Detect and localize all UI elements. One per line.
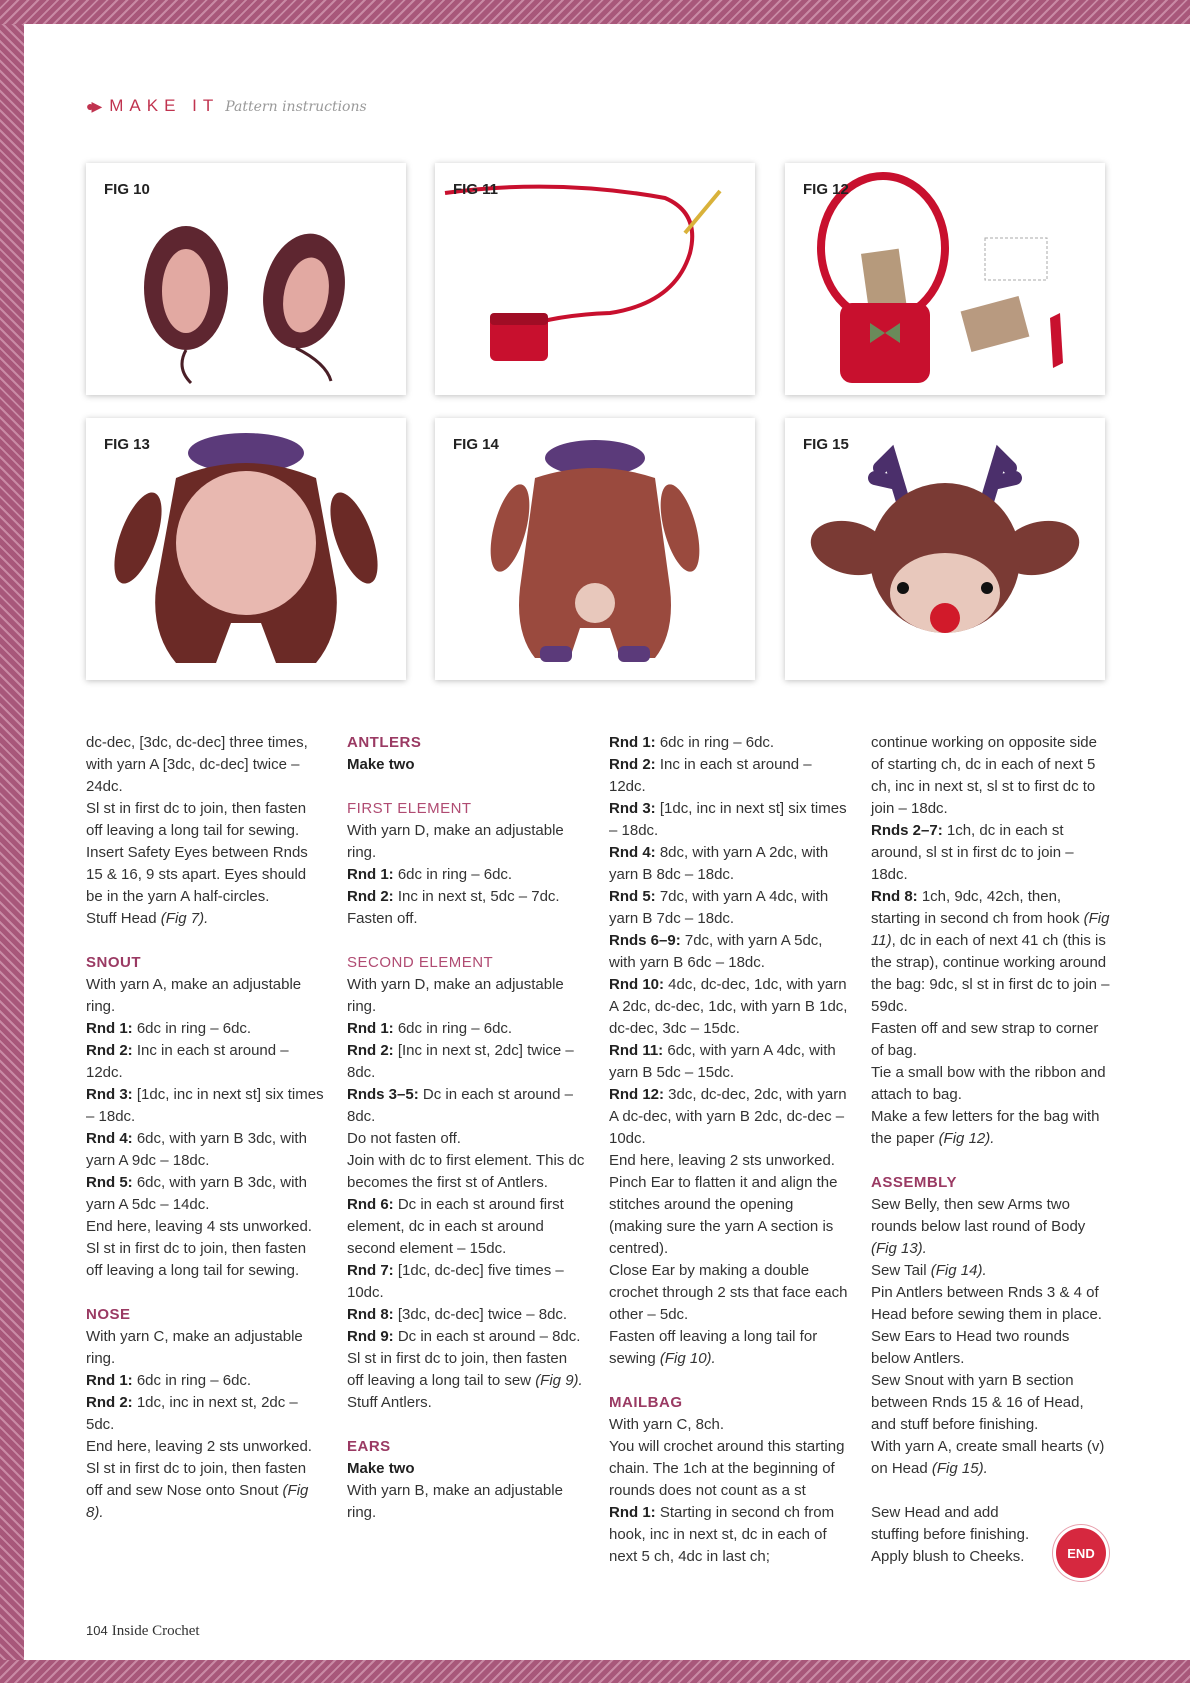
paragraph: Join with dc to first element. This dc becomes the first st of Antlers. bbox=[347, 1152, 585, 1191]
text-column-2 bbox=[347, 732, 587, 1524]
round-line bbox=[347, 1194, 587, 1260]
round-line bbox=[609, 974, 849, 1040]
round-line bbox=[86, 1128, 326, 1172]
round-line bbox=[86, 1018, 326, 1040]
round-text: Dc in each st around first element, dc in each st around second element – 15dc. bbox=[347, 1196, 564, 1257]
round-text: 6dc in ring – 6dc. bbox=[132, 1020, 252, 1037]
make-two-label bbox=[347, 1458, 587, 1480]
round-text: [1dc, inc in next st] six times – 18dc. bbox=[609, 800, 847, 839]
round-label: Rnd 1: bbox=[347, 866, 394, 883]
text-column-4 bbox=[871, 732, 1111, 1568]
round-text: Dc in each st around – 8dc. bbox=[347, 1086, 573, 1125]
text: With yarn A, create small hearts (v) on Head bbox=[871, 1438, 1105, 1477]
figure-ref: (Fig 10). bbox=[659, 1350, 716, 1367]
round-text: 6dc, with yarn A 4dc, with yarn B 5dc – 15dc. bbox=[609, 1042, 836, 1081]
back-image bbox=[435, 418, 755, 680]
round-label: Rnd 2: bbox=[86, 1042, 133, 1059]
round-line bbox=[609, 754, 849, 798]
paragraph: With yarn D, make an adjustable ring. bbox=[347, 822, 564, 861]
round-text: Inc in each st around – 12dc. bbox=[86, 1042, 289, 1081]
round-line bbox=[871, 820, 1111, 886]
paragraph: Pin Antlers between Rnds 3 & 4 of Head before sewing them in place. bbox=[871, 1284, 1102, 1323]
make-two-text: Make two bbox=[347, 756, 415, 773]
round-label: Rnd 2: bbox=[609, 756, 656, 773]
figure-ref: (Fig 14). bbox=[930, 1262, 987, 1279]
paragraph: With yarn C, 8ch. bbox=[609, 1416, 725, 1433]
figure-15 bbox=[785, 418, 1105, 680]
paragraph: Fasten off. bbox=[347, 910, 418, 927]
paragraph bbox=[871, 1194, 1111, 1260]
round-label: Rnds 2–7: bbox=[871, 822, 943, 839]
figure-label: FIG 13 bbox=[104, 436, 150, 453]
round-text-cont: , dc in each of next 41 ch (this is the strap), continue working around the bag: 9dc, sl st in first dc to join – 59dc. bbox=[871, 932, 1110, 1015]
border-left bbox=[0, 0, 24, 1683]
round-text: 6dc in ring – 6dc. bbox=[393, 1020, 513, 1037]
paragraph: End here, leaving 2 sts unworked. bbox=[86, 1438, 312, 1455]
text-column-3 bbox=[609, 732, 849, 1568]
figure-10 bbox=[86, 163, 406, 395]
round-line bbox=[609, 1502, 849, 1568]
round-label: Rnd 8: bbox=[871, 888, 918, 905]
round-label: Rnds 6–9: bbox=[609, 932, 681, 949]
header-subtitle: Pattern instructions bbox=[225, 99, 367, 115]
round-line bbox=[347, 1084, 587, 1128]
text: Fasten off leaving a long tail for sewing bbox=[609, 1328, 818, 1367]
text: Make a few letters for the bag with the paper bbox=[871, 1108, 1100, 1147]
paragraph bbox=[347, 1348, 587, 1392]
border-bottom bbox=[0, 1660, 1190, 1683]
round-text: 1ch, dc in each st around, sl st in first dc to join – 18dc. bbox=[871, 822, 1074, 883]
round-label: Rnd 5: bbox=[86, 1174, 133, 1191]
paragraph: Tie a small bow with the ribbon and attach to bag. bbox=[871, 1064, 1106, 1103]
round-line bbox=[609, 1084, 849, 1150]
paragraph bbox=[871, 1436, 1111, 1480]
round-text: Inc in next st, 5dc – 7dc. bbox=[393, 888, 560, 905]
round-text: Dc in each st around – 8dc. bbox=[393, 1328, 581, 1345]
round-text: 6dc, with yarn B 3dc, with yarn A 5dc – 14dc. bbox=[86, 1174, 307, 1213]
round-label: Rnd 2: bbox=[347, 1042, 394, 1059]
figure-11 bbox=[435, 163, 755, 395]
round-line bbox=[347, 1326, 587, 1348]
round-text: [3dc, dc-dec] twice – 8dc. bbox=[393, 1306, 568, 1323]
round-text: 8dc, with yarn A 2dc, with yarn B 8dc – 18dc. bbox=[609, 844, 829, 883]
border-top bbox=[0, 0, 1190, 24]
paragraph: Sew Snout with yarn B section between Rnds 15 & 16 of Head, and stuff before finishing. bbox=[871, 1372, 1084, 1433]
round-text: 7dc, with yarn A 4dc, with yarn B 7dc – 18dc. bbox=[609, 888, 829, 927]
paragraph: continue working on opposite side of starting ch, dc in each of next 5 ch, inc in next st, sl st to first dc to join – 18dc. bbox=[871, 734, 1097, 817]
paragraph: You will crochet around this starting chain. The 1ch at the beginning of rounds does not count as a st bbox=[609, 1438, 845, 1499]
round-text: 3dc, dc-dec, 2dc, with yarn A dc-dec, with yarn B 2dc, dc-dec – 10dc. bbox=[609, 1086, 847, 1147]
text: Stuff Head bbox=[86, 910, 157, 927]
make-two-text: Make two bbox=[347, 1460, 415, 1477]
head-image bbox=[785, 418, 1105, 680]
figure-ref: (Fig 12). bbox=[938, 1130, 995, 1147]
text: Sew Belly, then sew Arms two rounds below last round of Body bbox=[871, 1196, 1086, 1235]
figure-ref: (Fig 15). bbox=[931, 1460, 988, 1477]
figure-label: FIG 11 bbox=[453, 181, 499, 198]
round-line bbox=[86, 1084, 326, 1128]
paragraph bbox=[86, 908, 326, 930]
round-text: 6dc in ring – 6dc. bbox=[393, 866, 513, 883]
paragraph: Pinch Ear to flatten it and align the stitches around the opening (making sure the yarn A section is centred). bbox=[609, 1174, 838, 1257]
section-heading-snout: SNOUT bbox=[86, 954, 141, 971]
round-label: Rnd 1: bbox=[609, 734, 656, 751]
paragraph: With yarn C, make an adjustable ring. bbox=[86, 1328, 303, 1367]
section-heading-mailbag: MAILBAG bbox=[609, 1394, 683, 1411]
figure-label: FIG 12 bbox=[803, 181, 849, 198]
round-line bbox=[86, 1040, 326, 1084]
figure-14 bbox=[435, 418, 755, 680]
belly-image bbox=[86, 418, 406, 680]
figure-13 bbox=[86, 418, 406, 680]
round-text: 6dc in ring – 6dc. bbox=[655, 734, 775, 751]
paragraph: Sew Ears to Head two rounds below Antlers. bbox=[871, 1328, 1070, 1367]
round-line bbox=[347, 1018, 587, 1040]
text: Sl st in first dc to join, then fasten off leaving a long tail to sew bbox=[347, 1350, 568, 1389]
paragraph: End here, leaving 2 sts unworked. bbox=[609, 1152, 835, 1169]
section-heading-ears: EARS bbox=[347, 1438, 391, 1455]
paragraph: Stuff Antlers. bbox=[347, 1394, 432, 1411]
round-text: 1ch, 9dc, 42ch, then, starting in second ch from hook bbox=[871, 888, 1080, 927]
round-text: 1dc, inc in next st, 2dc – 5dc. bbox=[86, 1394, 298, 1433]
round-line bbox=[347, 1260, 587, 1304]
end-badge: END bbox=[1056, 1528, 1106, 1578]
round-line bbox=[86, 1172, 326, 1216]
round-line bbox=[609, 886, 849, 930]
round-text: 7dc, with yarn A 5dc, with yarn B 6dc – 18dc. bbox=[609, 932, 823, 971]
round-line bbox=[609, 930, 849, 974]
make-two-label bbox=[347, 754, 587, 776]
page-footer bbox=[86, 1623, 200, 1640]
paragraph: With yarn D, make an adjustable ring. bbox=[347, 976, 564, 1015]
round-label: Rnd 1: bbox=[609, 1504, 656, 1521]
round-line bbox=[871, 886, 1111, 1018]
round-line bbox=[347, 864, 587, 886]
paragraph: With yarn A, make an adjustable ring. bbox=[86, 976, 302, 1015]
paragraph bbox=[609, 1326, 849, 1370]
figure-label: FIG 14 bbox=[453, 436, 499, 453]
section-heading-antlers: ANTLERS bbox=[347, 734, 422, 751]
round-label: Rnd 12: bbox=[609, 1086, 665, 1103]
paragraph: Fasten off and sew strap to corner of bag. bbox=[871, 1020, 1099, 1059]
round-line bbox=[347, 886, 587, 908]
paragraph: Sl st in first dc to join, then fasten off leaving a long tail for sewing. bbox=[86, 1240, 307, 1279]
round-label: Rnd 4: bbox=[609, 844, 656, 861]
paragraph: dc-dec, [3dc, dc-dec] three times, with yarn A [3dc, dc-dec] twice – 24dc. bbox=[86, 734, 308, 795]
round-line bbox=[609, 842, 849, 886]
figure-12 bbox=[785, 163, 1105, 395]
paragraph bbox=[871, 1260, 1111, 1282]
round-label: Rnd 9: bbox=[347, 1328, 394, 1345]
text-column-1 bbox=[86, 732, 326, 1524]
paragraph bbox=[86, 1458, 326, 1524]
figure-ref: (Fig 13). bbox=[871, 1240, 927, 1257]
round-label: Rnd 11: bbox=[609, 1042, 664, 1059]
round-text: [1dc, dc-dec] five times – 10dc. bbox=[347, 1262, 564, 1301]
round-label: Rnd 1: bbox=[86, 1372, 133, 1389]
round-label: Rnd 2: bbox=[347, 888, 394, 905]
page-number: 104 bbox=[86, 1623, 108, 1638]
round-text: Inc in each st around – 12dc. bbox=[609, 756, 812, 795]
round-label: Rnd 2: bbox=[86, 1394, 133, 1411]
round-text: [Inc in next st, 2dc] twice – 8dc. bbox=[347, 1042, 574, 1081]
round-line bbox=[86, 1370, 326, 1392]
paragraph: Close Ear by making a double crochet through 2 sts that face each other – 5dc. bbox=[609, 1262, 848, 1323]
round-line bbox=[609, 1040, 849, 1084]
paragraph: With yarn B, make an adjustable ring. bbox=[347, 1482, 563, 1521]
subheading-first-element: FIRST ELEMENT bbox=[347, 800, 472, 817]
subheading-second-element: SECOND ELEMENT bbox=[347, 954, 494, 971]
round-text: [1dc, inc in next st] six times – 18dc. bbox=[86, 1086, 324, 1125]
round-line bbox=[347, 1304, 587, 1326]
figure-ref: (Fig 8). bbox=[86, 1482, 309, 1521]
figure-ref: (Fig 9). bbox=[535, 1372, 583, 1389]
text: Sew Tail bbox=[871, 1262, 927, 1279]
round-line bbox=[609, 732, 849, 754]
round-line bbox=[609, 798, 849, 842]
paragraph: Do not fasten off. bbox=[347, 1130, 461, 1147]
round-text: 4dc, dc-dec, 1dc, with yarn A 2dc, dc-dec, 1dc, with yarn B 1dc, dc-dec, 3dc – 15dc. bbox=[609, 976, 848, 1037]
round-label: Rnd 5: bbox=[609, 888, 656, 905]
round-label: Rnd 1: bbox=[347, 1020, 394, 1037]
round-label: Rnd 7: bbox=[347, 1262, 394, 1279]
round-text: Starting in second ch from hook, inc in next st, dc in each of next 5 ch, 4dc in last ch; bbox=[609, 1504, 835, 1565]
round-label: Rnd 6: bbox=[347, 1196, 394, 1213]
figure-label: FIG 10 bbox=[104, 181, 150, 198]
round-label: Rnd 10: bbox=[609, 976, 665, 993]
figure-ref: (Fig 11) bbox=[871, 910, 1110, 949]
magazine-name: Inside Crochet bbox=[111, 1623, 200, 1639]
round-line bbox=[347, 1040, 587, 1084]
figure-ref: (Fig 7). bbox=[160, 910, 209, 927]
round-label: Rnd 8: bbox=[347, 1306, 394, 1323]
round-line bbox=[86, 1392, 326, 1436]
paragraph: Sew Head and add stuffing before finishing. Apply blush to Cheeks. bbox=[871, 1504, 1030, 1565]
round-text: 6dc in ring – 6dc. bbox=[132, 1372, 252, 1389]
paragraph: Sl st in first dc to join, then fasten off leaving a long tail for sewing. Insert Safety Eyes between Rnds 15 & 16, 9 sts apart. Eyes should be in the yarn A half-circles. bbox=[86, 800, 308, 905]
header-title: MAKE IT bbox=[109, 96, 220, 115]
round-label: Rnds 3–5: bbox=[347, 1086, 419, 1103]
round-label: Rnd 1: bbox=[86, 1020, 133, 1037]
paragraph bbox=[871, 1106, 1111, 1150]
section-heading-nose: NOSE bbox=[86, 1306, 131, 1323]
arrow-icon: ●▶ bbox=[86, 98, 100, 114]
section-heading-assembly: ASSEMBLY bbox=[871, 1174, 957, 1191]
round-text: 6dc, with yarn B 3dc, with yarn A 9dc – 18dc. bbox=[86, 1130, 307, 1169]
round-label: Rnd 3: bbox=[86, 1086, 133, 1103]
round-label: Rnd 3: bbox=[609, 800, 656, 817]
text: Sl st in first dc to join, then fasten off and sew Nose onto Snout bbox=[86, 1460, 307, 1499]
page-header bbox=[86, 96, 367, 116]
paragraph: End here, leaving 4 sts unworked. bbox=[86, 1218, 312, 1235]
figure-label: FIG 15 bbox=[803, 436, 849, 453]
round-label: Rnd 4: bbox=[86, 1130, 133, 1147]
